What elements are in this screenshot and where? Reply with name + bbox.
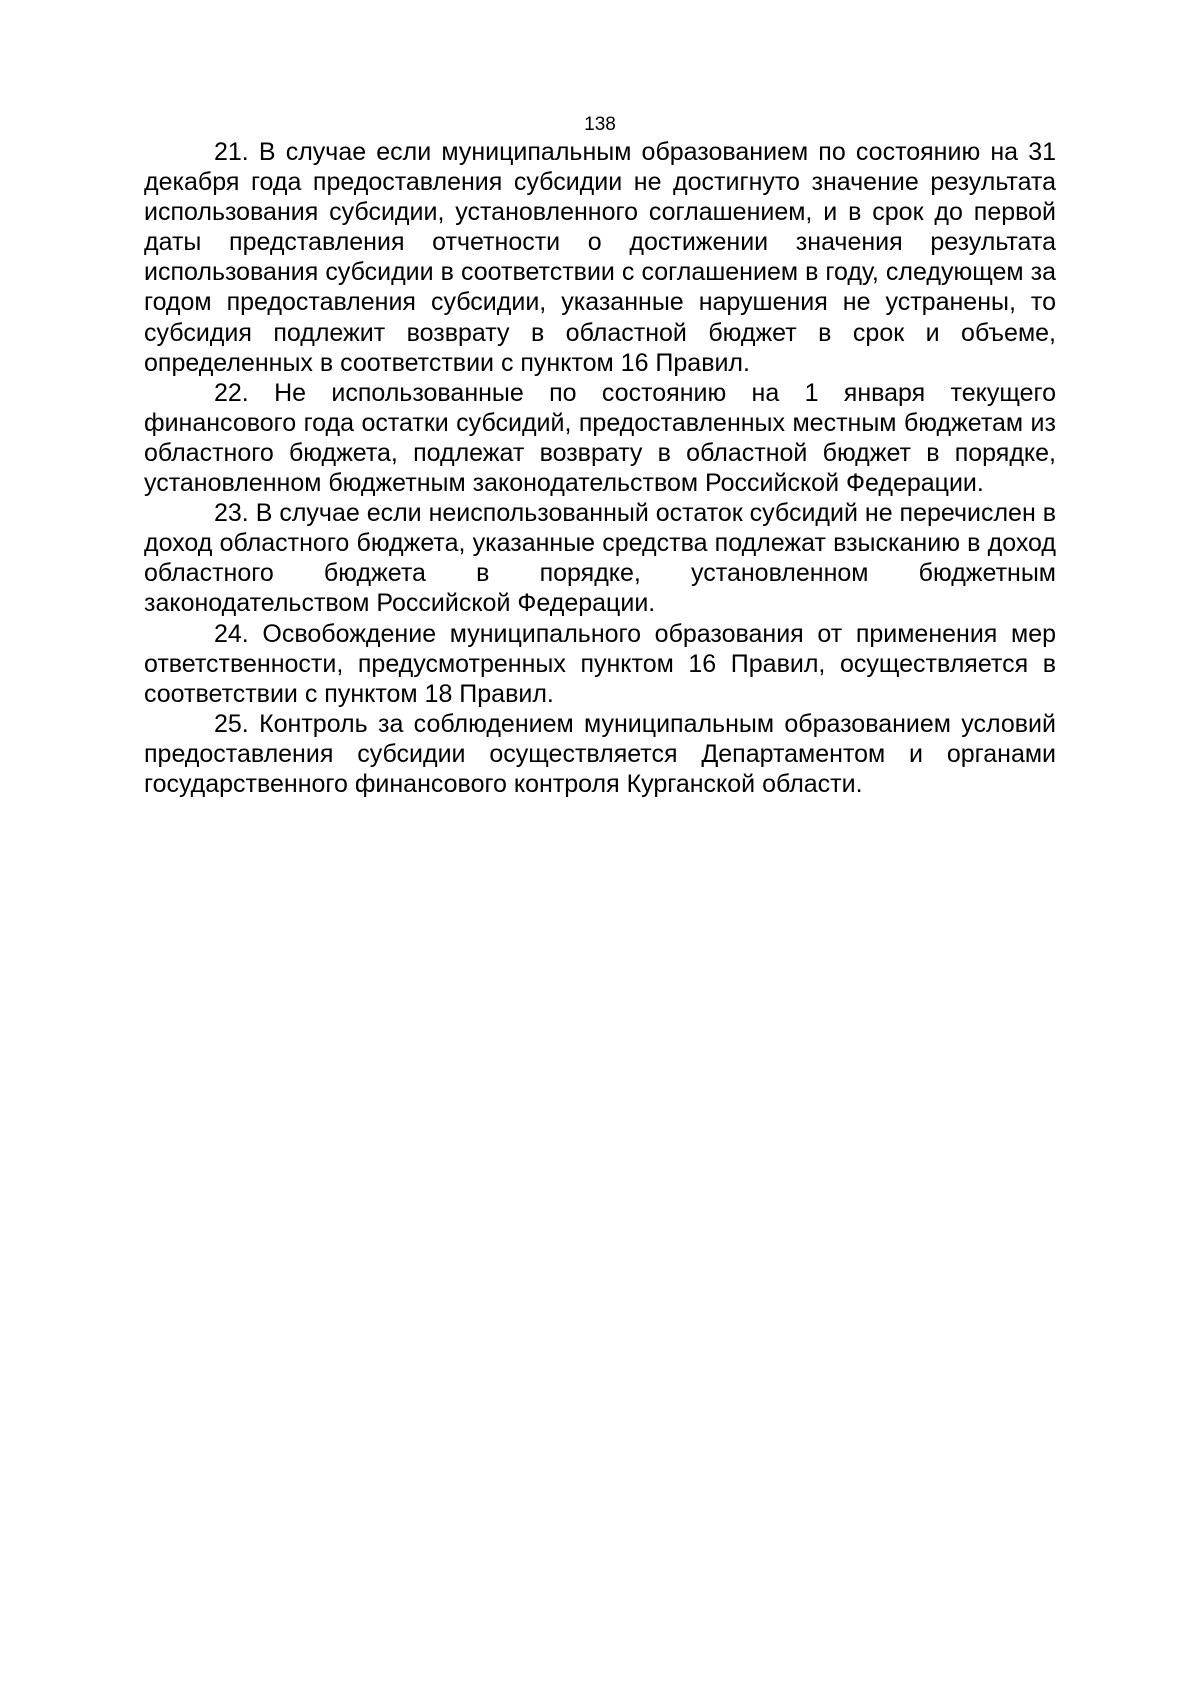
- page-number: 138: [584, 114, 616, 135]
- paragraph-21: 21. В случае если муниципальным образованием по состоянию на 31 декабря года предоставления субсидии не достигнуто значение результата использования субсидии, установленного соглашением, и в срок до первой даты представления отчетности о достижении значения результата использования субсидии в соответствии с соглашением в году, следующем за годом предоставления субсидии, указанные нарушения не устранены, то субсидия подлежит возврату в областной бюджет в срок и объеме, определенных в соответствии с пунктом 16 Правил.: [144, 138, 1056, 377]
- paragraph-23: 23. В случае если неиспользованный остаток субсидий не перечислен в доход областного бюджета, указанные средства подлежат взысканию в доход областного бюджета в порядке, установленном бюджетным законодательством Российской Федерации.: [144, 499, 1056, 618]
- paragraph-24: 24. Освобождение муниципального образования от применения мер ответственности, предусмотренных пунктом 16 Правил, осуществляется в соответствии с пунктом 18 Правил.: [144, 619, 1056, 708]
- document-body: [144, 137, 1056, 799]
- paragraph-22: 22. Не использованные по состоянию на 1 января текущего финансового года остатки субсидий, предоставленных местным бюджетам из областного бюджета, подлежат возврату в областной бюджет в порядке, установленном бюджетным законодательством Российской Федерации.: [144, 378, 1056, 498]
- paragraph-25: 25. Контроль за соблюдением муниципальным образованием условий предоставления субсидии осуществляется Департаментом и органами государственного финансового контроля Курганской области.: [144, 709, 1056, 798]
